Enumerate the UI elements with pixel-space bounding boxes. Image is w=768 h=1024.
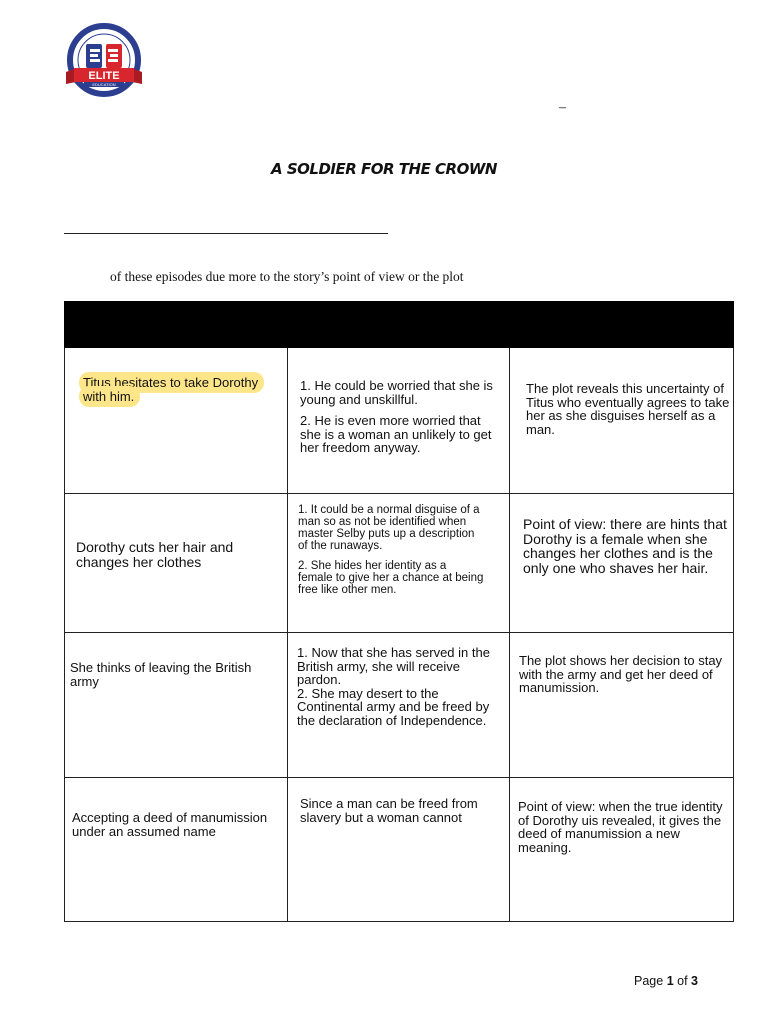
header-cell-2 — [288, 302, 510, 348]
reason-text: Since a man can be freed from slavery but a woman cannot — [300, 796, 478, 825]
name-blank-line — [64, 233, 388, 234]
table-row — [65, 348, 734, 494]
reason-text: 2. She hides her identity as a female to give her a chance at being free like other men. — [298, 560, 484, 596]
page-title: A SOLDIER FOR THE CROWN — [271, 160, 497, 178]
reason-text: 1. Now that she has served in the British army, she will receive pardon. — [297, 645, 490, 687]
event-text: Accepting a deed of manumission under an assumed name — [72, 810, 268, 839]
intro-question: of these episodes due more to the story’s point of view or the plot — [110, 269, 464, 284]
page-number — [634, 974, 698, 988]
event-text: Dorothy cuts her hair and changes her clothes — [76, 539, 234, 570]
cause-cell — [510, 778, 734, 922]
cause-text: The plot shows her decision to stay with the army and get her deed of manumission. — [519, 653, 723, 695]
header-cell-3 — [510, 302, 734, 348]
table-row — [65, 778, 734, 922]
event-cell — [65, 348, 288, 494]
cause-text: Point of view: there are hints that Dorothy is a female when she changes her clothes and is the only one who shaves her hair. — [523, 516, 727, 576]
header-dash: – — [559, 100, 566, 115]
reason-cell — [288, 778, 510, 922]
cause-cell — [510, 494, 734, 633]
highlighted-event-text: Titus hesitates to take Dorothy with him. — [79, 372, 264, 407]
logo-banner-text: ELITE — [88, 70, 120, 82]
page-word: Page — [634, 974, 664, 988]
school-logo — [62, 22, 152, 102]
event-cell — [65, 778, 288, 922]
total-pages: 3 — [691, 974, 698, 988]
reason-text: 1. It could be a normal disguise of a man so as not be identified when master Selby puts up a description of the runaways. — [298, 504, 480, 552]
table-row — [65, 633, 734, 778]
table-row — [65, 494, 734, 633]
reason-text: 2. She may desert to the Continental army and be freed by the declaration of Independence. — [297, 685, 490, 728]
of-word: of — [677, 974, 688, 988]
reason-cell — [288, 348, 510, 494]
event-text: She thinks of leaving the British army — [70, 660, 252, 689]
reason-text: 1. He could be worried that she is young and unskillful. — [300, 378, 493, 407]
episodes-table — [64, 301, 734, 922]
table-header-row — [65, 302, 734, 348]
cause-cell — [510, 348, 734, 494]
cause-cell — [510, 633, 734, 778]
header-cell-1 — [65, 302, 288, 348]
reason-text: 2. He is even more worried that she is a woman an unlikely to get her freedom anyway. — [300, 413, 492, 455]
cause-text: The plot reveals this uncertainty of Titus who eventually agrees to take her as she disguises herself as a man. — [526, 381, 730, 437]
event-cell — [65, 494, 288, 633]
event-cell — [65, 633, 288, 778]
logo-sub-text: EDUCATION — [92, 82, 116, 87]
current-page: 1 — [666, 974, 674, 988]
cause-text: Point of view: when the true identity of Dorothy uis revealed, it gives the deed of manumission a new meaning. — [518, 799, 723, 855]
reason-cell — [288, 494, 510, 633]
reason-cell — [288, 633, 510, 778]
